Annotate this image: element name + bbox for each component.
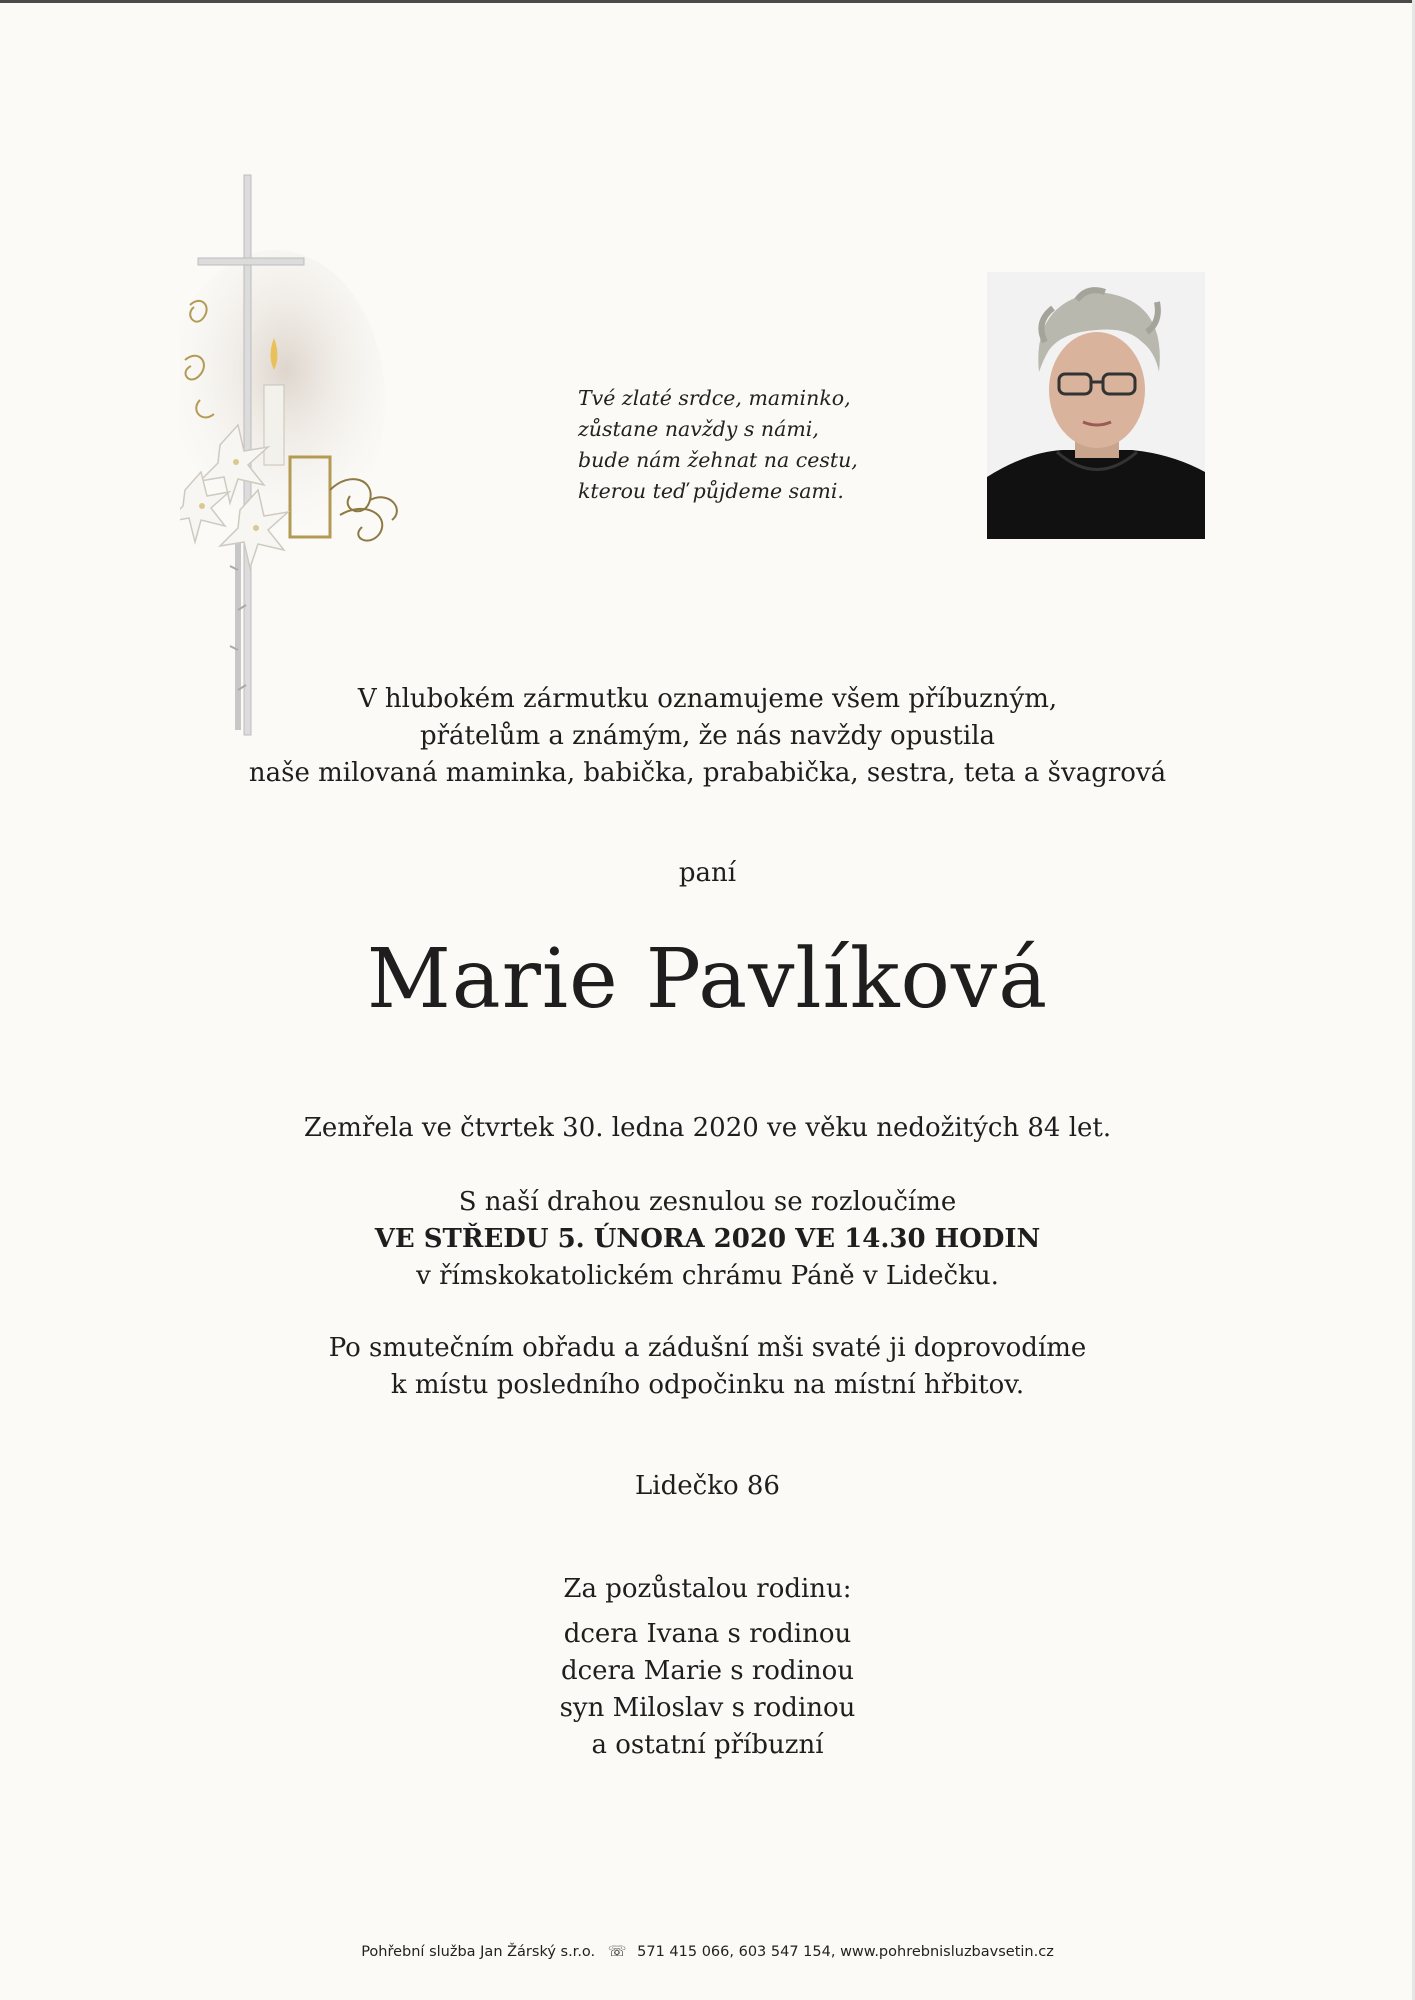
memorial-poem [578, 383, 908, 507]
poem-line: bude nám žehnat na cestu, [578, 448, 858, 472]
farewell-info [0, 1184, 1415, 1295]
family-list [0, 1616, 1415, 1764]
announcement-line: naše milovaná maminka, babička, prababička, sestra, teta a švagrová [248, 758, 1167, 788]
farewell-intro: S naší drahou zesnulou se rozloučíme [458, 1187, 957, 1217]
family-member: dcera Ivana s rodinou [563, 1619, 852, 1649]
address: Lidečko 86 [635, 1471, 780, 1501]
announcement-line: přátelům a známým, že nás navždy opustila [419, 721, 996, 751]
burial-info [0, 1330, 1415, 1404]
burial-line: Po smutečním obřadu a zádušní mši svaté ji doprovodíme [328, 1333, 1087, 1363]
family-member: dcera Marie s rodinou [560, 1656, 855, 1686]
funeral-service-name: Pohřební služba Jan Žárský s.r.o. [361, 1944, 596, 1960]
contact-info: 571 415 066, 603 547 154, www.pohrebnisluzbavsetin.cz [637, 1944, 1054, 1960]
farewell-place: v římskokatolickém chrámu Páně v Lidečku. [416, 1261, 999, 1291]
telephone-icon: ☏ [607, 1942, 627, 1960]
burial-line: k místu posledního odpočinku na místní hřbitov. [390, 1370, 1025, 1400]
announcement-line: V hlubokém zármutku oznamujeme všem příbuzným, [357, 684, 1058, 714]
family-heading: Za pozůstalou rodinu: [563, 1574, 852, 1604]
poem-line: Tvé zlaté srdce, maminko, [578, 386, 851, 410]
death-notice: Zemřela ve čtvrtek 30. ledna 2020 ve věku nedožitých 84 let. [303, 1113, 1112, 1143]
footer [0, 1942, 1415, 1960]
announcement-text [0, 681, 1415, 792]
poem-line: zůstane navždy s námi, [578, 417, 819, 441]
poem-line: kterou teď půjdeme sami. [578, 479, 844, 503]
cross-candle-lily-ornament [180, 170, 440, 750]
family-member: a ostatní příbuzní [591, 1730, 824, 1760]
family-member: syn Miloslav s rodinou [559, 1693, 856, 1723]
farewell-date-time: VE STŘEDU 5. ÚNORA 2020 VE 14.30 HODIN [374, 1224, 1041, 1254]
top-border-line [0, 0, 1415, 3]
deceased-name: Marie Pavlíková [366, 932, 1049, 1027]
honorific: paní [678, 858, 737, 888]
portrait-photo [987, 272, 1205, 539]
